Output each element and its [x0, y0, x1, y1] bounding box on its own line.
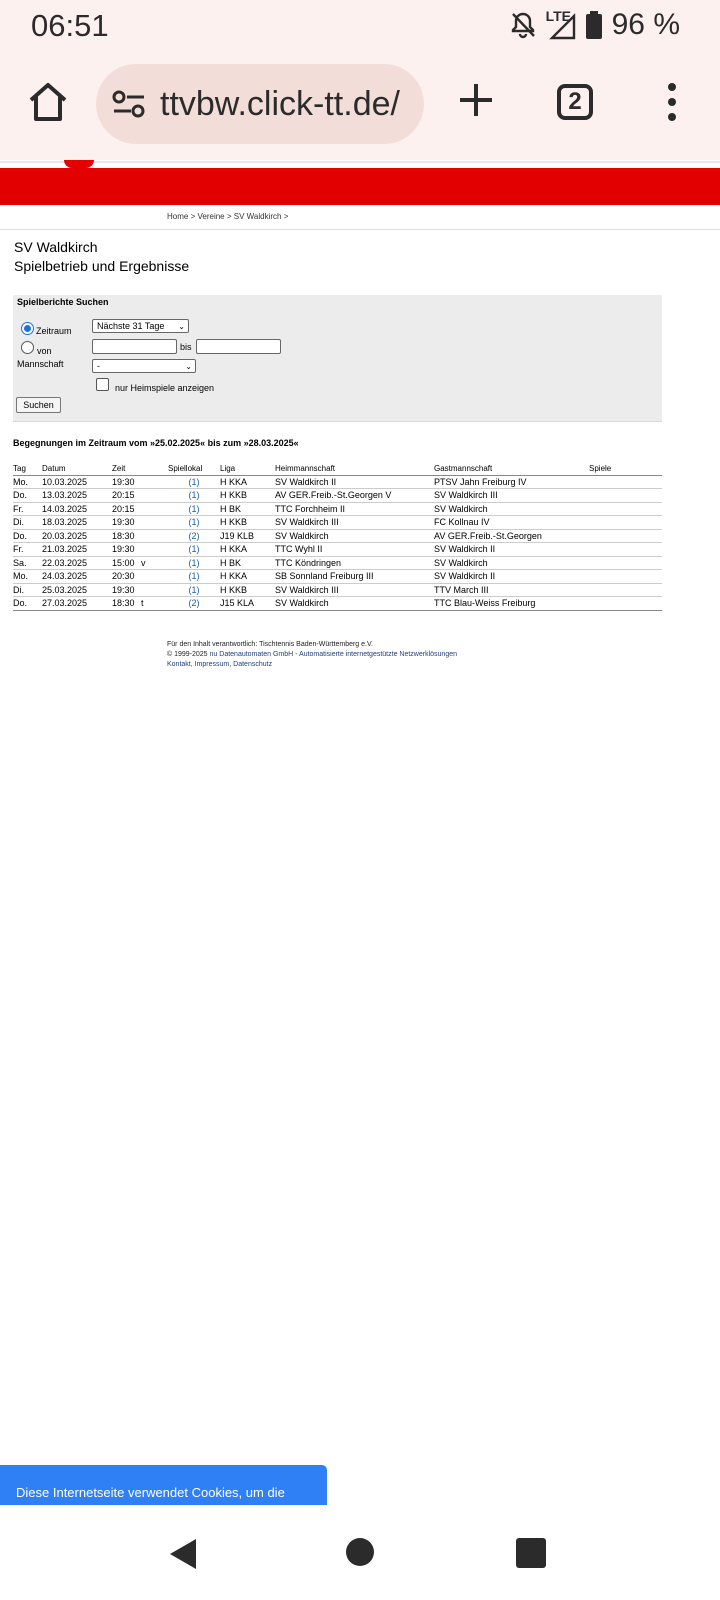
breadcrumb-current: SV Waldkirch	[233, 212, 282, 221]
von-label: von	[37, 346, 52, 356]
cell-heim: SB Sonnland Freiburg III	[275, 570, 434, 584]
page-title: SV Waldkirch	[14, 239, 98, 255]
cell-tag: Mo.	[13, 475, 42, 489]
cell-datum: 10.03.2025	[42, 475, 112, 489]
footer-link-kontakt[interactable]: Kontakt	[167, 661, 191, 668]
cell-gast: TTC Blau-Weiss Freiburg	[434, 597, 589, 611]
cell-liga: H KKA	[220, 543, 275, 557]
cell-spiele	[589, 529, 662, 543]
cell-zeit: 18:30	[112, 529, 141, 543]
cell-gast: PTSV Jahn Freiburg IV	[434, 475, 589, 489]
mannschaft-label: Mannschaft	[17, 359, 64, 369]
url-text[interactable]: ttvbw.click-tt.de/	[160, 84, 400, 123]
footer-link-separator: ,	[229, 661, 234, 668]
cell-flag	[141, 502, 168, 516]
footer	[167, 640, 457, 670]
footer-responsible: Für den Inhalt verantwortlich: Tischtennis Baden-Württemberg e.V.	[167, 641, 373, 648]
cell-tag: Do.	[13, 597, 42, 611]
table-row	[13, 475, 662, 489]
new-tab-icon[interactable]	[456, 80, 496, 120]
table-row	[13, 597, 662, 611]
cell-tag: Fr.	[13, 502, 42, 516]
breadcrumb	[167, 212, 288, 221]
cell-datum: 24.03.2025	[42, 570, 112, 584]
system-nav-bar	[0, 1505, 720, 1600]
footer-links	[167, 660, 457, 670]
column-header: Heimmannschaft	[275, 463, 434, 475]
status-bar	[0, 0, 720, 54]
breadcrumb-separator: >	[190, 212, 198, 221]
table-row	[13, 556, 662, 570]
search-title: Spielberichte Suchen	[17, 297, 109, 307]
cell-zeit: 19:30	[112, 543, 141, 557]
column-header: Gastmannschaft	[434, 463, 589, 475]
cell-lokal[interactable]: (2)	[168, 597, 220, 611]
home-nav-icon[interactable]	[346, 1538, 374, 1566]
cell-liga: J15 KLA	[220, 597, 275, 611]
zeitraum-select-value: Nächste 31 Tage	[97, 321, 165, 331]
tabs-icon[interactable]: 2	[557, 84, 593, 120]
column-header	[141, 463, 168, 475]
mannschaft-select[interactable]	[92, 359, 196, 373]
cell-flag	[141, 543, 168, 557]
site-banner	[0, 168, 720, 205]
cell-spiele	[589, 543, 662, 557]
heimspiele-label: nur Heimspiele anzeigen	[115, 383, 215, 393]
cookie-text: Diese Internetseite verwendet Cookies, um die	[16, 1485, 285, 1500]
cell-zeit: 20:15	[112, 502, 141, 516]
cell-spiele	[589, 583, 662, 597]
cell-gast: TTV March III	[434, 583, 589, 597]
cell-gast: SV Waldkirch	[434, 502, 589, 516]
network-label: LTE	[545, 8, 572, 24]
url-bar[interactable]	[96, 64, 424, 144]
cell-spiele	[589, 570, 662, 584]
cell-datum: 14.03.2025	[42, 502, 112, 516]
cell-zeit: 20:30	[112, 570, 141, 584]
cell-datum: 13.03.2025	[42, 489, 112, 503]
cell-heim: SV Waldkirch III	[275, 516, 434, 530]
column-header: Spiellokal	[168, 463, 220, 475]
cell-heim: TTC Forchheim II	[275, 502, 434, 516]
bis-label: bis	[180, 342, 192, 352]
cell-tag: Fr.	[13, 543, 42, 557]
cell-gast: SV Waldkirch	[434, 556, 589, 570]
cell-tag: Do.	[13, 529, 42, 543]
cell-flag	[141, 475, 168, 489]
footer-link-separator: ,	[190, 661, 195, 668]
cell-heim: SV Waldkirch	[275, 529, 434, 543]
menu-icon[interactable]	[664, 82, 680, 122]
breadcrumb-separator: >	[283, 212, 289, 221]
heimspiele-checkbox[interactable]	[96, 378, 109, 391]
divider	[0, 229, 720, 230]
footer-vendor-link[interactable]: nu Datenautomaten GmbH - Automatisierte internetgestützte Netzwerklösungen	[209, 651, 457, 658]
cell-liga: H KKA	[220, 475, 275, 489]
cell-tag: Sa.	[13, 556, 42, 570]
cell-lokal[interactable]: (1)	[168, 502, 220, 516]
cell-lokal[interactable]: (1)	[168, 489, 220, 503]
browser-toolbar	[0, 54, 720, 160]
cell-heim: TTC Köndringen	[275, 556, 434, 570]
home-icon[interactable]	[26, 80, 70, 124]
divider	[0, 161, 720, 163]
cell-lokal[interactable]: (1)	[168, 570, 220, 584]
table-row	[13, 583, 662, 597]
cell-datum: 20.03.2025	[42, 529, 112, 543]
chevron-down-icon: ⌄	[178, 322, 185, 331]
cell-heim: SV Waldkirch III	[275, 583, 434, 597]
cell-spiele	[589, 556, 662, 570]
cell-gast: SV Waldkirch II	[434, 543, 589, 557]
cell-datum: 22.03.2025	[42, 556, 112, 570]
table-header-row	[13, 463, 662, 475]
cell-datum: 18.03.2025	[42, 516, 112, 530]
column-header: Datum	[42, 463, 112, 475]
cell-tag: Do.	[13, 489, 42, 503]
cell-spiele	[589, 475, 662, 489]
cell-liga: H KKB	[220, 489, 275, 503]
status-icons	[510, 8, 680, 42]
table-row	[13, 502, 662, 516]
cell-lokal[interactable]: (1)	[168, 556, 220, 570]
column-header: Liga	[220, 463, 275, 475]
results-range-title: Begegnungen im Zeitraum vom »25.02.2025« bis zum »28.03.2025«	[13, 438, 299, 448]
cell-zeit: 19:30	[112, 516, 141, 530]
table-row	[13, 516, 662, 530]
breadcrumb-separator: >	[226, 212, 234, 221]
cookie-banner[interactable]	[0, 1465, 327, 1505]
cell-flag	[141, 583, 168, 597]
cell-liga: H KKA	[220, 570, 275, 584]
footer-link-datenschutz[interactable]: Datenschutz	[233, 661, 273, 668]
von-date-input[interactable]	[92, 339, 177, 354]
cell-flag: t	[141, 597, 168, 611]
table-row	[13, 543, 662, 557]
column-header: Tag	[13, 463, 42, 475]
matches-table	[13, 463, 662, 611]
cell-flag	[141, 570, 168, 584]
cell-flag	[141, 529, 168, 543]
table-row	[13, 489, 662, 503]
cell-spiele	[589, 489, 662, 503]
cell-flag	[141, 489, 168, 503]
cell-flag: v	[141, 556, 168, 570]
breadcrumb-home[interactable]: Home	[167, 212, 189, 221]
bell-off-icon	[510, 11, 536, 39]
logo-fragment	[64, 160, 94, 168]
cell-spiele	[589, 597, 662, 611]
cell-lokal[interactable]: (1)	[168, 583, 220, 597]
column-header: Zeit	[112, 463, 141, 475]
cell-heim: SV Waldkirch	[275, 597, 434, 611]
page-subtitle: Spielbetrieb und Ergebnisse	[14, 258, 190, 274]
signal-icon	[546, 10, 576, 40]
chevron-down-icon: ⌄	[185, 362, 192, 371]
cell-spiele	[589, 502, 662, 516]
cell-gast: SV Waldkirch III	[434, 489, 589, 503]
cell-gast: FC Kollnau IV	[434, 516, 589, 530]
footer-link-impressum[interactable]: Impressum	[194, 661, 230, 668]
cell-zeit: 15:00	[112, 556, 141, 570]
cell-datum: 21.03.2025	[42, 543, 112, 557]
search-button[interactable]: Suchen	[16, 397, 61, 413]
column-header: Spiele	[589, 463, 662, 475]
zeitraum-radio[interactable]	[21, 322, 34, 335]
status-time: 06:51	[31, 8, 109, 43]
cell-heim: TTC Wyhl II	[275, 543, 434, 557]
cell-heim: AV GER.Freib.-St.Georgen V	[275, 489, 434, 503]
zeitraum-select[interactable]	[92, 319, 189, 333]
cell-liga: H BK	[220, 556, 275, 570]
cell-lokal[interactable]: (1)	[168, 475, 220, 489]
cell-liga: H KKB	[220, 516, 275, 530]
cell-zeit: 19:30	[112, 475, 141, 489]
cell-lokal[interactable]: (2)	[168, 529, 220, 543]
battery-percent: 96 %	[611, 8, 680, 41]
footer-copyright	[167, 650, 457, 660]
search-form	[13, 295, 662, 422]
cell-lokal[interactable]: (1)	[168, 543, 220, 557]
site-settings-icon[interactable]	[112, 89, 146, 119]
cell-zeit: 20:15	[112, 489, 141, 503]
cell-zeit: 19:30	[112, 583, 141, 597]
cell-zeit: 18:30	[112, 597, 141, 611]
mannschaft-select-value: -	[97, 361, 100, 371]
cell-liga: J19 KLB	[220, 529, 275, 543]
footer-copyright-text: © 1999-2025	[167, 651, 208, 658]
cell-tag: Di.	[13, 516, 42, 530]
cell-gast: SV Waldkirch II	[434, 570, 589, 584]
matches-body	[13, 475, 662, 610]
table-row	[13, 570, 662, 584]
cell-tag: Di.	[13, 583, 42, 597]
cell-lokal[interactable]: (1)	[168, 516, 220, 530]
cell-datum: 27.03.2025	[42, 597, 112, 611]
breadcrumb-vereine[interactable]: Vereine	[197, 212, 225, 221]
cell-liga: H KKB	[220, 583, 275, 597]
cell-datum: 25.03.2025	[42, 583, 112, 597]
cell-tag: Mo.	[13, 570, 42, 584]
back-icon[interactable]	[168, 1537, 198, 1571]
zeitraum-label: Zeitraum	[36, 326, 72, 336]
cell-spiele	[589, 516, 662, 530]
cell-heim: SV Waldkirch II	[275, 475, 434, 489]
battery-icon	[586, 11, 602, 39]
von-radio[interactable]	[21, 341, 34, 354]
recents-icon[interactable]	[516, 1538, 546, 1568]
cell-liga: H BK	[220, 502, 275, 516]
bis-date-input[interactable]	[196, 339, 281, 354]
cell-flag	[141, 516, 168, 530]
table-row	[13, 529, 662, 543]
cell-gast: AV GER.Freib.-St.Georgen	[434, 529, 589, 543]
